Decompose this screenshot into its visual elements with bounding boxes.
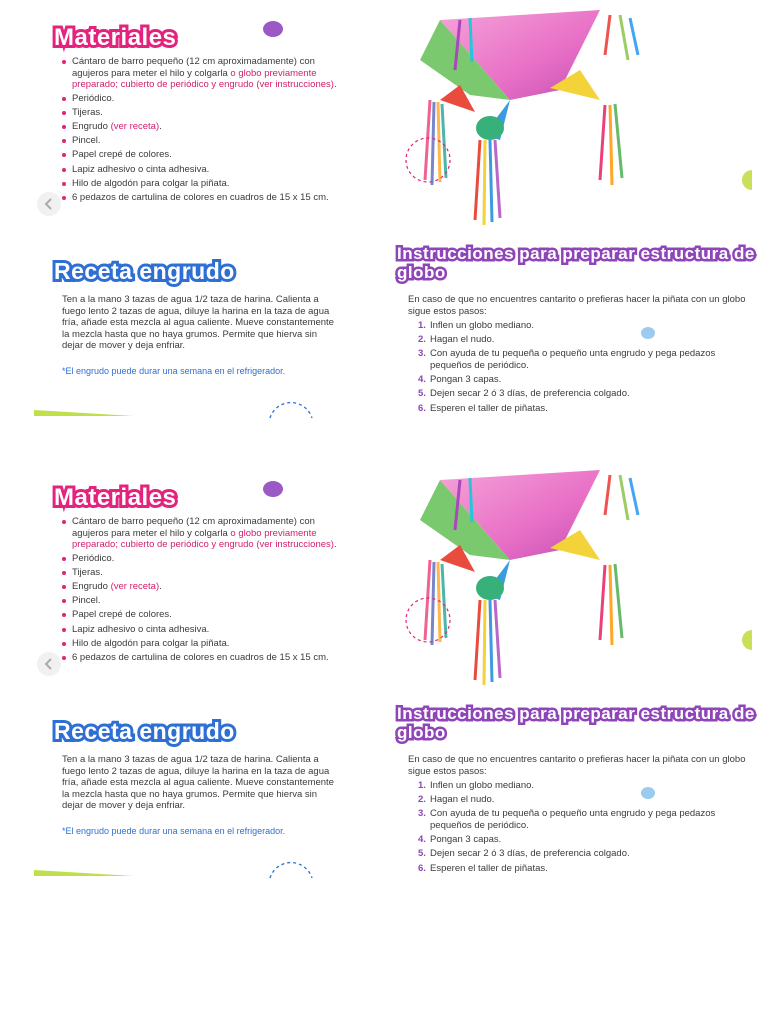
materials-item: Periódico.: [62, 93, 342, 105]
materials-list: [62, 56, 342, 206]
recipe-body: Ten a la mano 3 tazas de agua 1/2 taza de harina. Calienta a fuego lento 2 tazas de agua, diluye la harina en la taza de agua fría, añade esta mezcla al agua caliente. Mueve constantemente la mezcla hasta que no haya grumos. Permite que hierva sin dejar de mover y deja enfriar.: [62, 294, 334, 352]
step-item: 1. Inflen un globo mediano.: [418, 780, 535, 791]
blue-dot-decoration: [640, 326, 656, 340]
materials-item: Engrudo (ver receta).: [62, 121, 342, 133]
chevron-left-icon[interactable]: [36, 190, 62, 218]
materials-item: Hilo de algodón para colgar la piñata.: [62, 638, 342, 650]
step-item: 5. Dejen secar 2 ó 3 días, de preferencia colgado.: [418, 848, 630, 860]
pinata-image: [400, 0, 660, 232]
step-item: 2. Hagan el nudo.: [418, 794, 495, 806]
materials-item: Cántaro de barro pequeño (12 cm aproximadamente) con agujeros para meter el hilo y colgarla o globo previamente preparado; cubierto de periódico y engrudo (ver instrucciones).: [62, 56, 342, 91]
materials-item: Engrudo (ver receta).: [62, 581, 342, 593]
materials-item: Papel crepé de colores.: [62, 149, 342, 161]
page-panel-2: [0, 460, 768, 910]
green-stripe-decoration: [34, 404, 134, 418]
step-item: 5. Dejen secar 2 ó 3 días, de preferencia colgado.: [418, 388, 630, 400]
materials-list: [62, 516, 342, 666]
purple-dot-decoration: [262, 480, 284, 498]
step-item: 3. Con ayuda de tu pequeña o pequeño unta engrudo y pega pedazos pequeños de periódico.: [418, 808, 716, 831]
materials-item: Pincel.: [62, 595, 342, 607]
recipe-body: Ten a la mano 3 tazas de agua 1/2 taza de harina. Calienta a fuego lento 2 tazas de agua, diluye la harina en la taza de agua fría, añade esta mezcla al agua caliente. Mueve constantemente la mezcla hasta que no haya grumos. Permite que hierva sin dejar de mover y deja enfriar.: [62, 754, 334, 812]
materials-item: Tijeras.: [62, 567, 342, 579]
green-half-circle-decoration: [738, 628, 768, 652]
instructions-intro: En caso de que no encuentres cantarito o prefieras hacer la piñata con un globo sigue estos pasos:: [408, 754, 746, 777]
chevron-left-icon[interactable]: [36, 650, 62, 678]
materials-item: 6 pedazos de cartulina de colores en cuadros de 15 x 15 cm.: [62, 652, 342, 664]
materials-item: Hilo de algodón para colgar la piñata.: [62, 178, 342, 190]
blue-dot-decoration: [640, 786, 656, 800]
instructions-intro: En caso de que no encuentres cantarito o prefieras hacer la piñata con un globo sigue estos pasos:: [408, 294, 746, 317]
step-item: 2. Hagan el nudo.: [418, 334, 495, 346]
page-panel-1: [0, 0, 768, 450]
materials-item: 6 pedazos de cartulina de colores en cuadros de 15 x 15 cm.: [62, 192, 342, 204]
instructions-heading: Instrucciones para preparar estructura de globo: [397, 244, 755, 282]
materials-heading: Materiales: [54, 24, 177, 51]
materials-item: Lapiz adhesivo o cinta adhesiva.: [62, 624, 342, 636]
recipe-note: *El engrudo puede durar una semana en el refrigerador.: [62, 826, 286, 836]
purple-dot-decoration: [262, 20, 284, 38]
materials-item: Cántaro de barro pequeño (12 cm aproximadamente) con agujeros para meter el hilo y colgarla o globo previamente preparado; cubierto de periódico y engrudo (ver instrucciones).: [62, 516, 342, 551]
green-half-circle-decoration: [738, 168, 768, 192]
instructions-steps: [418, 780, 748, 877]
recipe-heading: Receta engrudo: [54, 258, 235, 284]
dashed-arc-decoration: [266, 396, 316, 420]
instructions-steps: [418, 320, 748, 417]
materials-heading: Materiales: [54, 484, 177, 511]
step-item: 4. Pongan 3 capas.: [418, 374, 502, 386]
pinata-image: [400, 460, 660, 692]
recipe-heading: Receta engrudo: [54, 718, 235, 744]
recipe-link: (ver receta): [110, 121, 160, 133]
step-item: 6. Esperen el taller de piñatas.: [418, 862, 548, 874]
instructions-heading: Instrucciones para preparar estructura de globo: [397, 704, 755, 742]
step-item: 6. Esperen el taller de piñatas.: [418, 402, 548, 414]
step-item: 3. Con ayuda de tu pequeña o pequeño unta engrudo y pega pedazos pequeños de periódico.: [418, 348, 716, 371]
green-stripe-decoration: [34, 864, 134, 878]
materials-item: Periódico.: [62, 553, 342, 565]
materials-item: Pincel.: [62, 135, 342, 147]
materials-item: Tijeras.: [62, 107, 342, 119]
step-item: 1. Inflen un globo mediano.: [418, 320, 535, 331]
recipe-link: (ver receta): [110, 581, 160, 593]
dashed-arc-decoration: [266, 856, 316, 880]
materials-item: Lapiz adhesivo o cinta adhesiva.: [62, 164, 342, 176]
step-item: 4. Pongan 3 capas.: [418, 834, 502, 846]
materials-item: Papel crepé de colores.: [62, 609, 342, 621]
recipe-note: *El engrudo puede durar una semana en el refrigerador.: [62, 366, 286, 376]
